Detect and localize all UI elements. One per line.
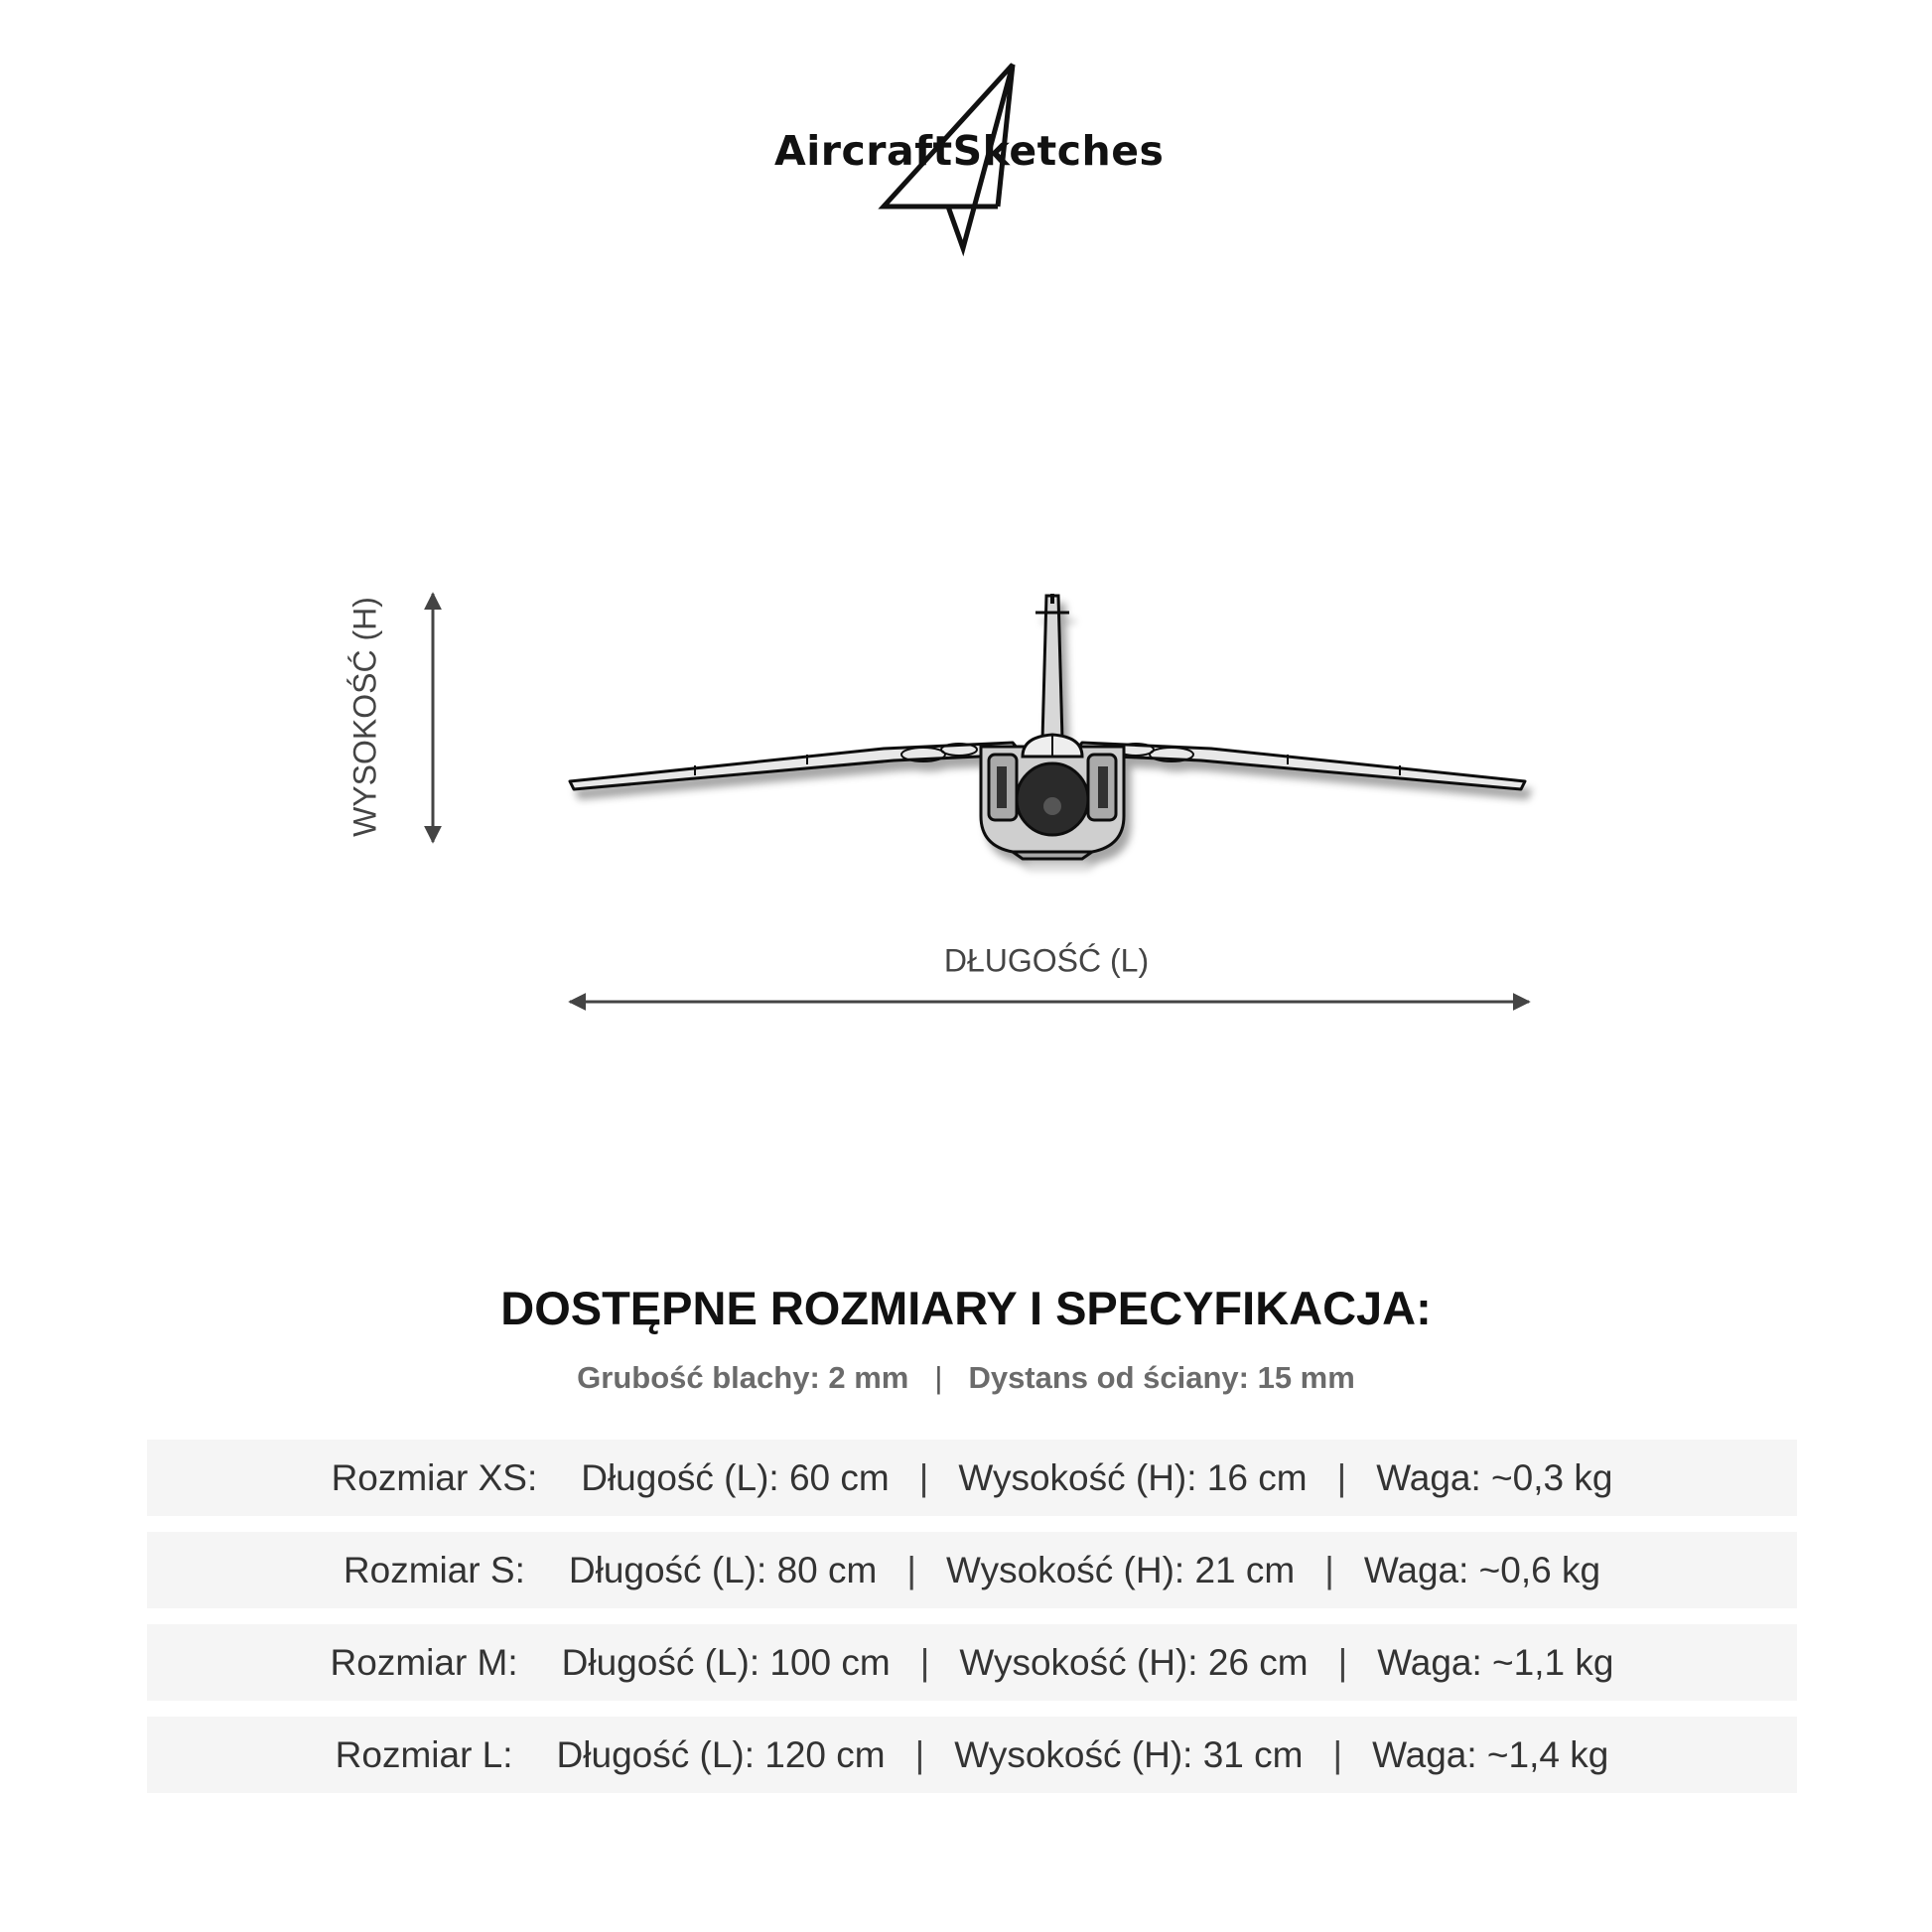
size-length: Długość (L): 60 cm [581,1456,890,1498]
spec-title: DOSTĘPNE ROZMIARY I SPECYFIKACJA: [500,1282,1432,1334]
size-name: Rozmiar S: [343,1549,525,1590]
separator: | [919,1641,930,1683]
separator: | [906,1549,916,1590]
separator: | [918,1456,929,1498]
size-length: Długość (L): 120 cm [556,1733,886,1775]
size-weight: Waga: ~1,4 kg [1372,1733,1609,1775]
size-row-l [147,1717,1797,1793]
size-height: Wysokość (H): 21 cm [946,1549,1296,1590]
size-name: Rozmiar XS: [331,1456,538,1498]
size-name: Rozmiar L: [335,1733,513,1775]
thickness-spec: Grubość blachy: 2 mm [577,1360,909,1395]
separator: | [1324,1549,1334,1590]
separator: | [1336,1456,1347,1498]
size-height: Wysokość (H): 16 cm [958,1456,1308,1498]
size-row-s [147,1532,1797,1608]
aircraft-front-view [570,594,1525,859]
size-length: Długość (L): 100 cm [561,1641,891,1683]
size-length: Długość (L): 80 cm [568,1549,878,1590]
separator: | [1337,1641,1348,1683]
size-height: Wysokość (H): 31 cm [954,1733,1304,1775]
separator: | [934,1360,943,1395]
size-row-xs [147,1440,1797,1516]
height-dimension-label: WYSOKOŚĆ (H) [346,597,383,837]
size-weight: Waga: ~0,6 kg [1363,1549,1601,1590]
size-weight: Waga: ~1,1 kg [1377,1641,1614,1683]
spec-subtitle [0,1360,1932,1396]
standoff-spec: Dystans od ściany: 15 mm [968,1360,1355,1395]
size-row-m [147,1624,1797,1701]
separator: | [1332,1733,1343,1775]
size-weight: Waga: ~0,3 kg [1376,1456,1613,1498]
size-height: Wysokość (H): 26 cm [959,1641,1309,1683]
brand-name: AircraftSketches [774,127,1165,175]
size-name: Rozmiar M: [330,1641,518,1683]
length-dimension-label: DŁUGOŚĆ (L) [943,942,1150,979]
separator: | [914,1733,925,1775]
